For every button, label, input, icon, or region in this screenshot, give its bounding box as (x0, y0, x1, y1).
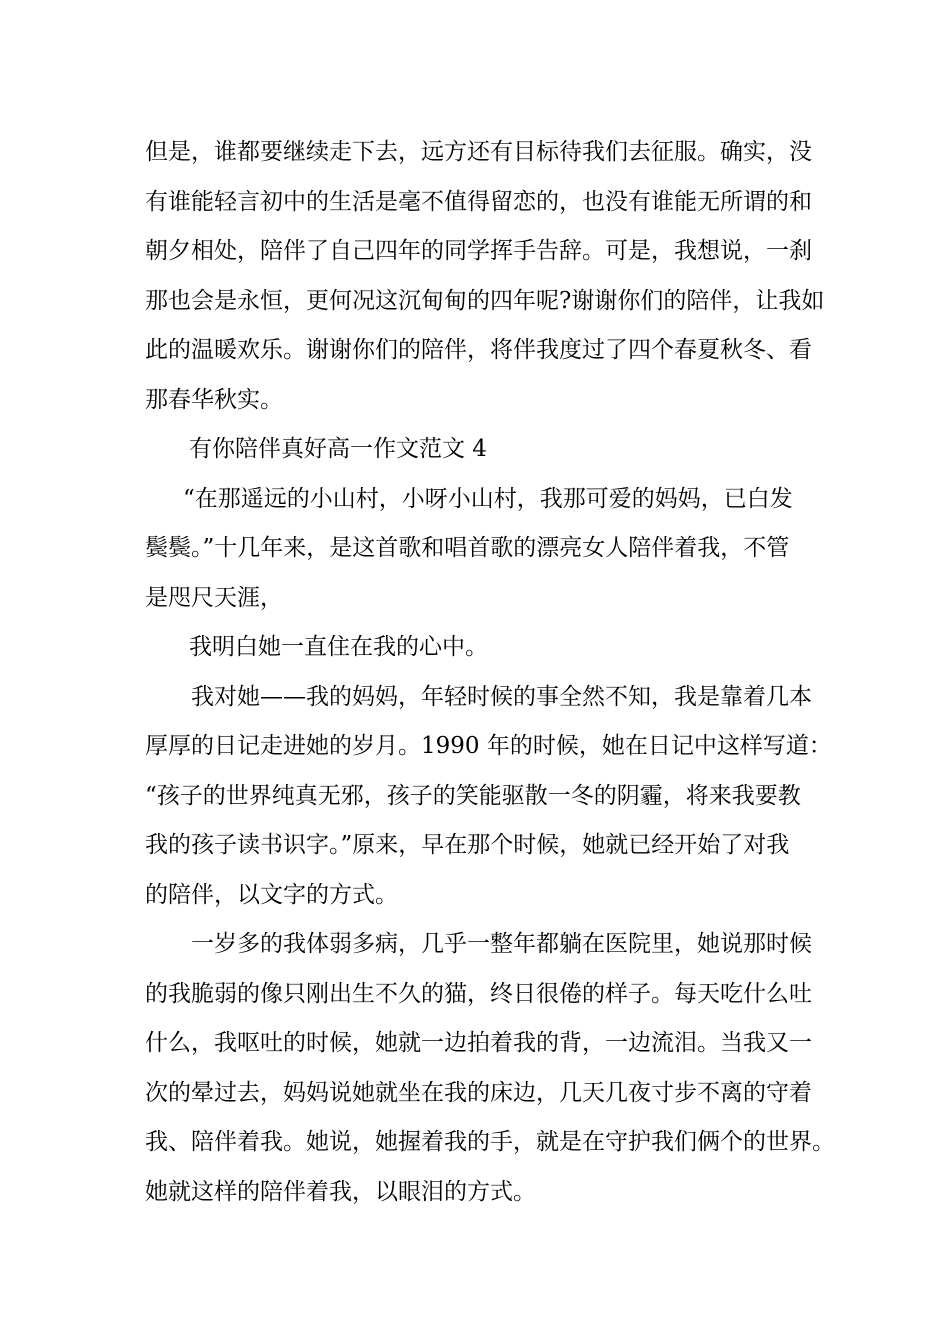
paragraph-line: 的陪伴，以文字的方式。 (145, 881, 398, 908)
paragraph-line: 那春华秋实。 (145, 386, 283, 413)
paragraph-line: 我对她——我的妈妈，年轻时候的事全然不知，我是靠着几本 (191, 683, 812, 710)
paragraph-line: 我的孩子读书识字。”原来，早在那个时候，她就已经开始了对我 (145, 832, 790, 858)
paragraph-line: 次的晕过去，妈妈说她就坐在我的床边，几天几夜寸步不离的守着 (145, 1079, 812, 1106)
paragraph-line: 有谁能轻言初中的生活是毫不值得留恋的，也没有谁能无所谓的和 (145, 188, 812, 215)
paragraph-line: 我明白她一直住在我的心中。 (189, 634, 488, 660)
paragraph-line: 厚厚的日记走进她的岁月。1990 年的时候，她在日记中这样写道： (145, 733, 832, 759)
paragraph-line: 她就这样的陪伴着我，以眼泪的方式。 (145, 1178, 536, 1205)
paragraph-line: 朝夕相处，陪伴了自己四年的同学挥手告辞。可是，我想说，一刹 (145, 238, 812, 264)
paragraph-line: 是咫尺天涯， (145, 584, 283, 611)
paragraph-line: 此的温暖欢乐。谢谢你们的陪伴，将伴我度过了四个春夏秋冬、看 (145, 337, 812, 363)
paragraph-line: 鬓鬓。”十几年来，是这首歌和唱首歌的漂亮女人陪伴着我，不管 (145, 535, 790, 561)
paragraph-line: “在那遥远的小山村，小呀小山村，我那可爱的妈妈，已白发 (183, 485, 793, 512)
article-body (145, 128, 835, 1217)
section-heading: 有你陪伴真好高一作文范文 4 (189, 436, 487, 462)
paragraph-line: 的我脆弱的像只刚出生不久的猫，终日很倦的样子。每天吃什么吐 (145, 980, 812, 1007)
paragraph-line: “孩子的世界纯真无邪，孩子的笑能驱散一冬的阴霾，将来我要教 (145, 782, 801, 809)
paragraph-line: 我、陪伴着我。她说，她握着我的手，就是在守护我们俩个的世界。 (145, 1129, 835, 1155)
paragraph-line: 什么，我呕吐的时候，她就一边拍着我的背，一边流泪。当我又一 (145, 1030, 812, 1056)
paragraph-line: 一岁多的我体弱多病，几乎一整年都躺在医院里，她说那时候 (191, 931, 812, 957)
paragraph-line: 那也会是永恒，更何况这沉甸甸的四年呢?谢谢你们的陪伴，让我如 (145, 287, 825, 314)
paragraph-line: 但是，谁都要继续走下去，远方还有目标待我们去征服。确实，没 (145, 139, 812, 165)
